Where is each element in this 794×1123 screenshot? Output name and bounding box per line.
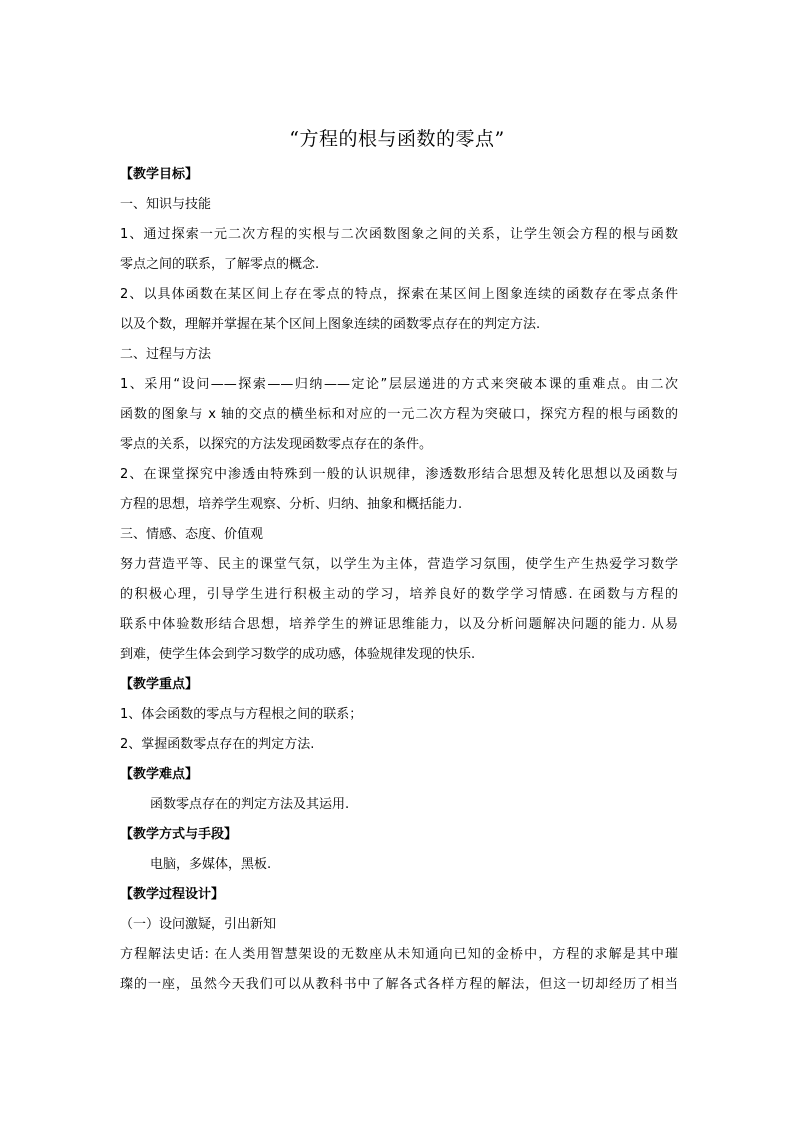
- heading-difficulty: 【教学难点】: [120, 767, 199, 782]
- paragraph-line: 函数的图象与 x 轴的交点的横坐标和对应的一元二次方程为突破口，探究方程的根与函数的: [120, 407, 678, 422]
- paragraph-line: 方程的思想，培养学生观察、分析、归纳、抽象和概括能力.: [120, 497, 463, 512]
- paragraph-line: 以及个数，理解并掌握在某个区间上图象连续的函数零点存在的判定方法.: [120, 317, 541, 332]
- difficulty-text: 函数零点存在的判定方法及其运用.: [150, 797, 350, 812]
- paragraph-line: 零点的关系，以探究的方法发现函数零点存在的条件。: [120, 437, 433, 452]
- heading-teaching-objectives: 【教学目标】: [120, 167, 199, 182]
- paragraph-line: 的积极心理，引导学生进行积极主动的学习，培养良好的数学学习情感. 在函数与方程的: [120, 587, 678, 602]
- methods-text: 电脑，多媒体，黑板.: [150, 857, 272, 872]
- key-point-item: 1、体会函数的零点与方程根之间的联系；: [120, 707, 363, 722]
- paragraph-line: 联系中体验数形结合思想，培养学生的辨证思维能力，以及分析问题解决问题的能力. 从易: [120, 617, 678, 632]
- section-values-title: 三、情感、态度、价值观: [120, 527, 264, 542]
- process-step-title: （一）设问激疑，引出新知: [120, 917, 277, 932]
- section-knowledge-skills-title: 一、知识与技能: [120, 197, 212, 212]
- paragraph-line: 零点之间的联系，了解零点的概念.: [120, 257, 320, 272]
- section-process-methods-title: 二、过程与方法: [120, 347, 212, 362]
- heading-methods: 【教学方式与手段】: [120, 827, 238, 842]
- document-body: [120, 160, 678, 1000]
- heading-process-design: 【教学过程设计】: [120, 887, 225, 902]
- paragraph-line: 1、采用“设问——探索——归纳——定论”层层递进的方式来突破本课的重难点。由二次: [120, 377, 678, 392]
- paragraph-line: 2、以具体函数在某区间上存在零点的特点，探索在某区间上图象连续的函数存在零点条件: [120, 287, 678, 302]
- heading-key-points: 【教学重点】: [120, 677, 199, 692]
- paragraph-line: 璨的一座，虽然今天我们可以从教科书中了解各式各样方程的解法，但这一切却经历了相当: [120, 977, 678, 992]
- paragraph-line: 努力营造平等、民主的课堂气氛，以学生为主体，营造学习氛围，使学生产生热爱学习数学: [120, 557, 678, 572]
- paragraph-line: 方程解法史话: 在人类用智慧架设的无数座从未知通向已知的金桥中，方程的求解是其中璀: [120, 947, 678, 962]
- paragraph-line: 到难，使学生体会到学习数学的成功感，体验规律发现的快乐.: [120, 647, 476, 662]
- document-title: “方程的根与函数的零点”: [289, 128, 505, 150]
- paragraph-line: 2、在课堂探究中渗透由特殊到一般的认识规律，渗透数形结合思想及转化思想以及函数与: [120, 467, 678, 482]
- key-point-item: 2、掌握函数零点存在的判定方法.: [120, 737, 315, 752]
- paragraph-line: 1、通过探索一元二次方程的实根与二次函数图象之间的关系，让学生领会方程的根与函数: [120, 227, 678, 242]
